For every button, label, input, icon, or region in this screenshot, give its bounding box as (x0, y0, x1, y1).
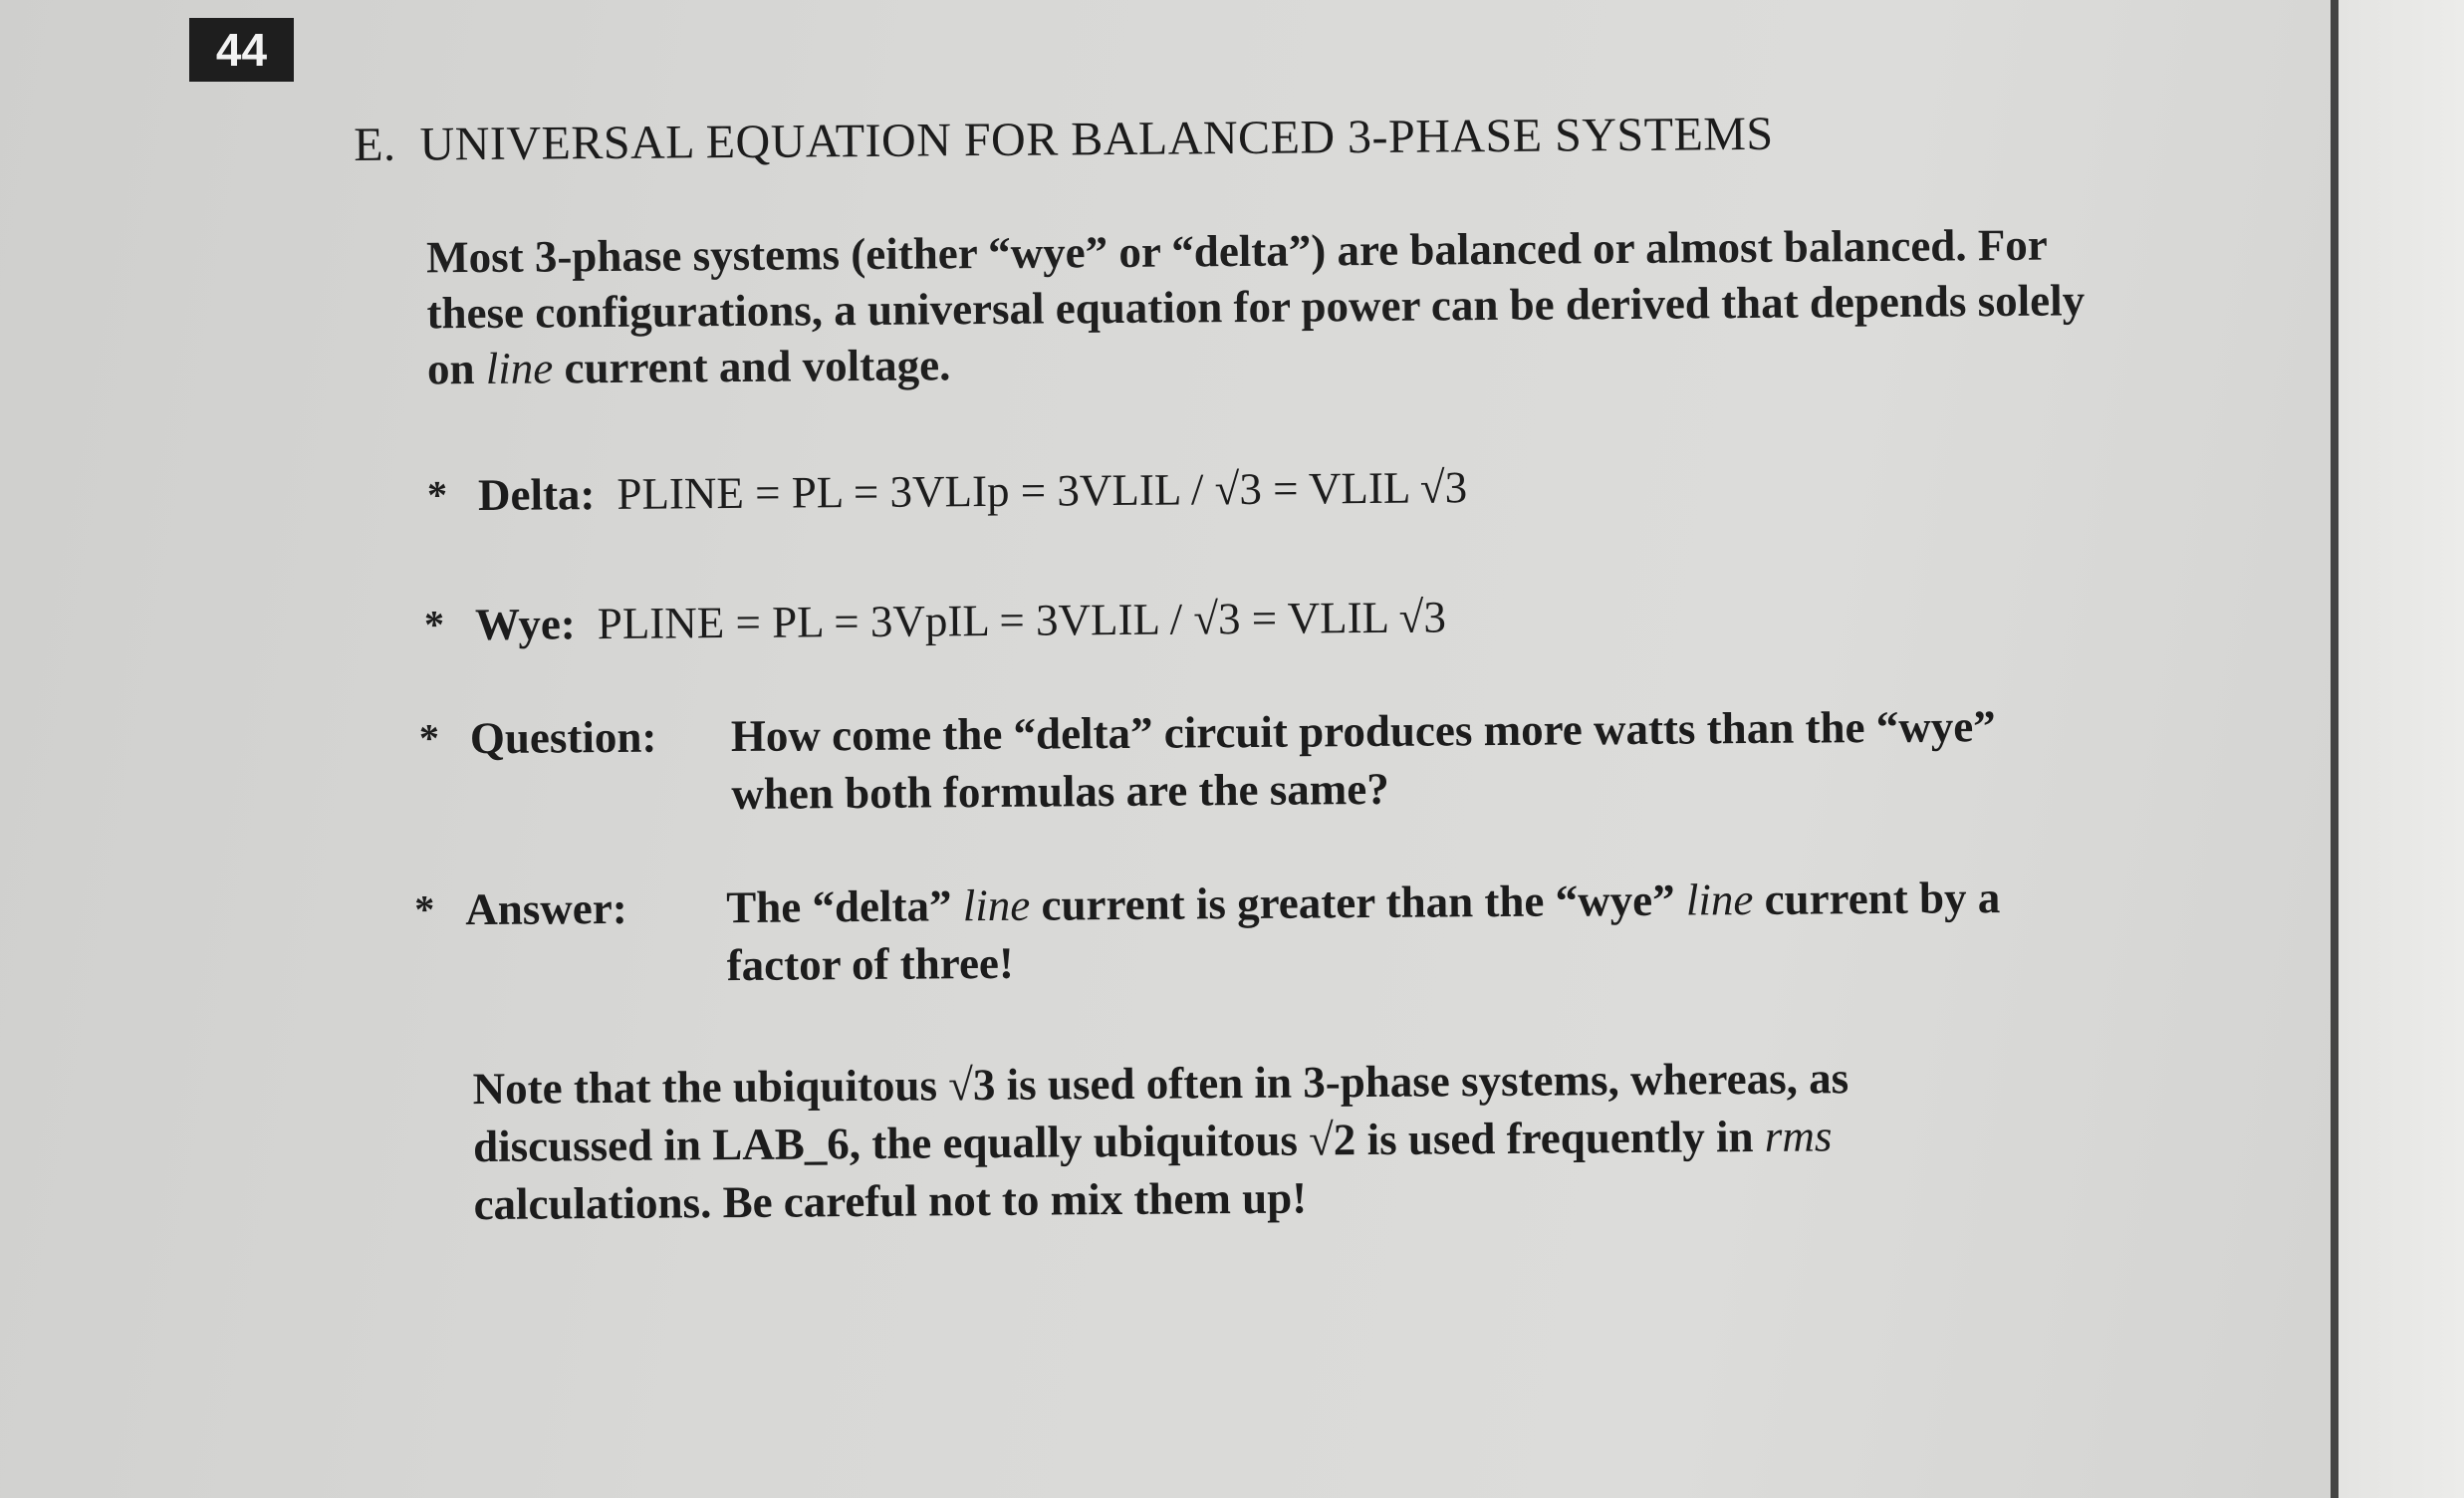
answer-text-3: current by a factor of three! (726, 873, 2001, 991)
section-letter: E. (354, 118, 396, 171)
section-title: UNIVERSAL EQUATION FOR BALANCED 3-PHASE SYSTEMS (419, 107, 1774, 171)
page-edge (2331, 0, 2339, 1498)
question-row (388, 695, 2252, 826)
bullet-star: * (418, 715, 440, 761)
answer-text-2: current is greater than the “wye” (1030, 874, 1687, 930)
bullet-star: * (426, 472, 448, 518)
delta-equation: PLINE = PL = 3VLIp = 3VLIL / √3 = VLIL √3 (616, 462, 1468, 519)
note-emphasis: rms (1764, 1111, 1833, 1161)
answer-emphasis-2: line (1685, 874, 1754, 925)
section-heading (354, 103, 2246, 172)
intro-emphasis: line (485, 343, 554, 393)
answer-text-1: The “delta” (726, 880, 963, 933)
intro-paragraph (426, 216, 2140, 397)
note-text-4: calculations. Be careful not to mix them up! (473, 1172, 1308, 1230)
bullet-star: * (414, 886, 435, 932)
question-text: How come the “delta” circuit produces more watts than the “wye” when both formulas are the same? (730, 701, 1996, 820)
intro-text-2: current and voltage. (553, 340, 951, 393)
note-text-1: Note that the ubiquitous (472, 1060, 949, 1115)
intro-text-1: Most 3-phase systems (either “wye” or “delta”) are balanced or almost balanced. For these configurations, a universal equation for power can be derived that depends solely on (425, 219, 2086, 394)
wye-equation: PLINE = PL = 3VpIL = 3VLIL / √3 = VLIL √3 (597, 592, 1447, 649)
answer-text (726, 868, 2101, 994)
bullet-star: * (423, 602, 445, 647)
note-text-3: is used frequently in (1355, 1111, 1766, 1165)
delta-equation-row (396, 452, 2249, 525)
page-number: 44 (189, 18, 294, 82)
question-label: Question: (469, 711, 657, 764)
adjacent-page (2339, 0, 2464, 1498)
wye-equation-row (393, 582, 2250, 654)
wye-label: Wye: (474, 599, 576, 650)
answer-label: Answer: (465, 882, 627, 935)
equation-list (357, 452, 2253, 997)
note-paragraph (472, 1048, 2027, 1233)
page-content (354, 103, 2255, 1234)
note-text-2: is used often in 3-phase systems, whereas, as discussed in LAB_6, the equally ubiquitous (472, 1053, 1849, 1172)
sqrt2-symbol: √2 (1308, 1115, 1356, 1165)
delta-label: Delta: (477, 469, 596, 521)
answer-emphasis-1: line (962, 879, 1031, 931)
sqrt3-symbol: √3 (948, 1059, 996, 1111)
answer-row (383, 867, 2253, 997)
